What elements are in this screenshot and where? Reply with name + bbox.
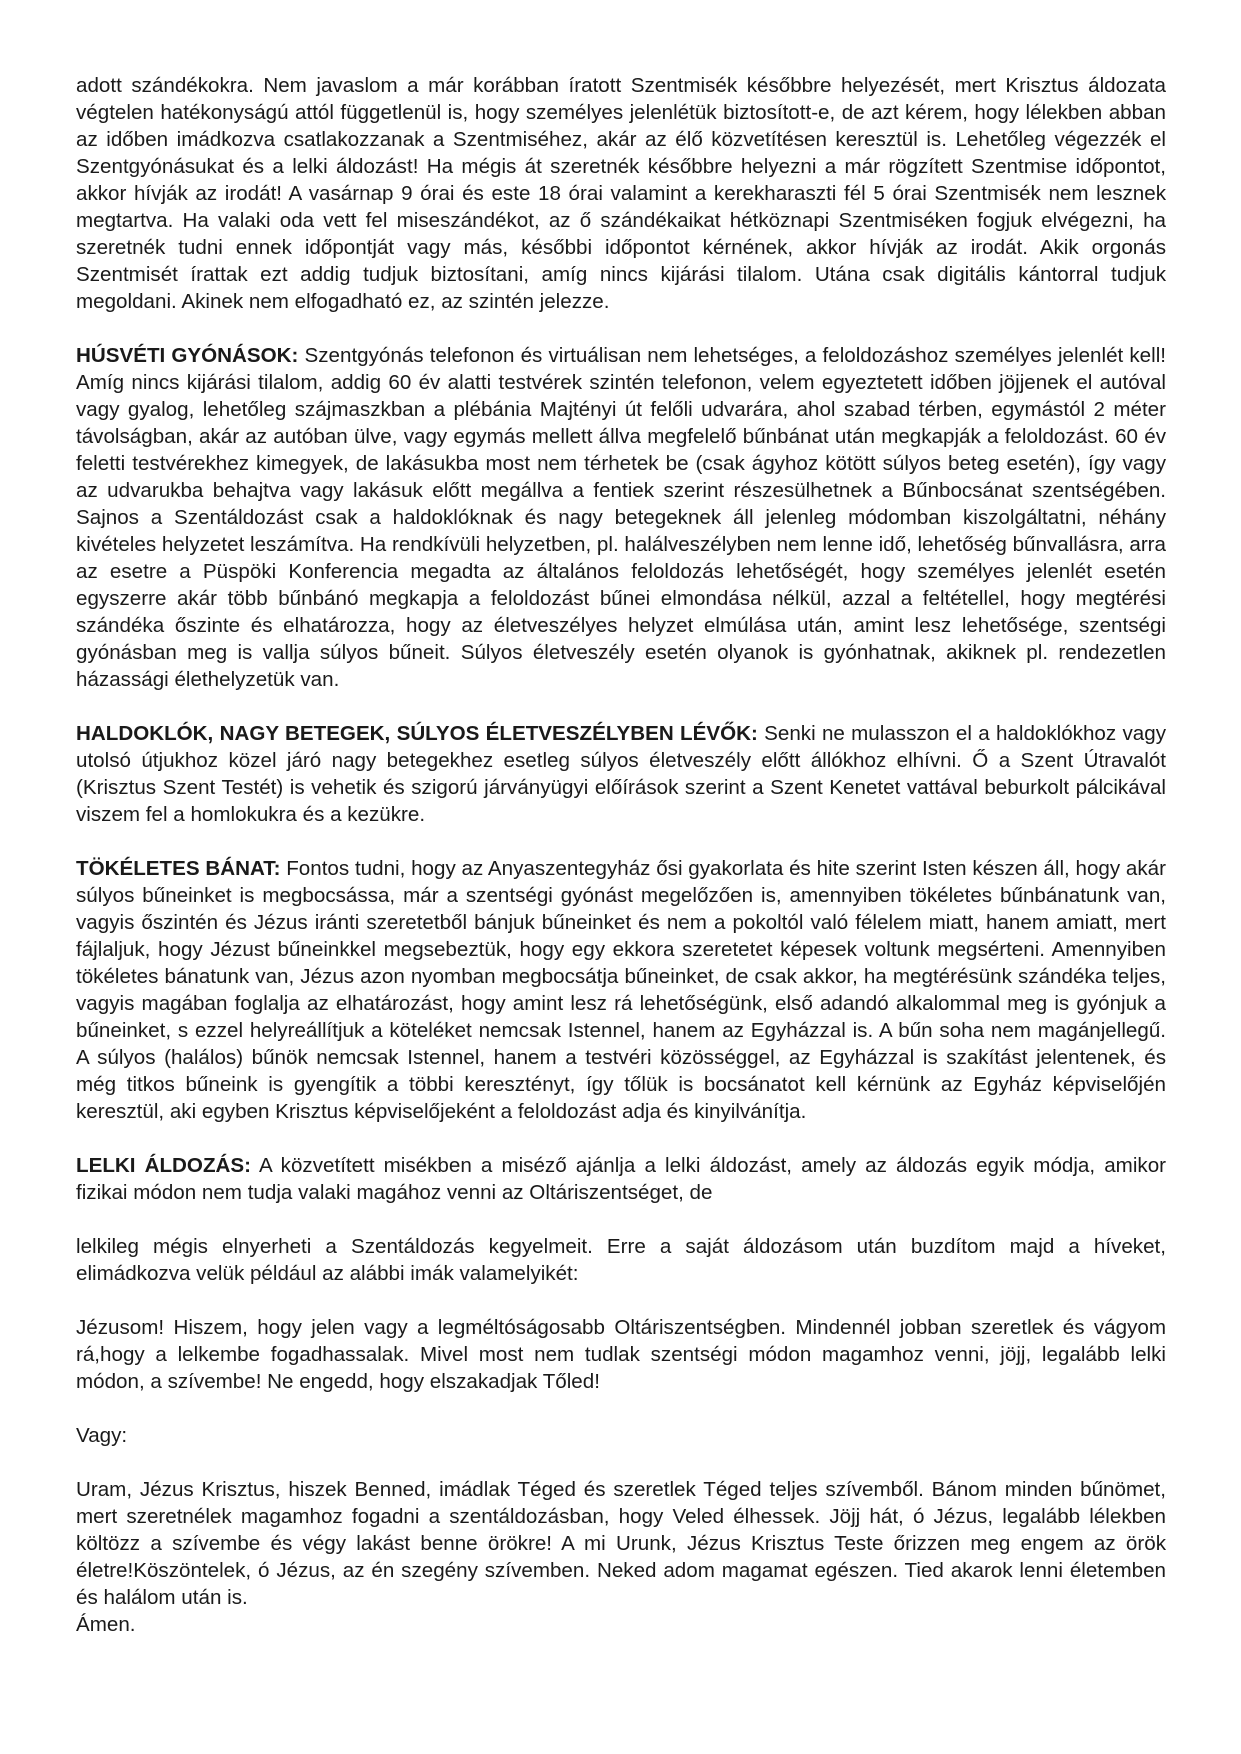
document-page (76, 72, 1166, 1638)
dying-heading: HALDOKLÓK, NAGY BETEGEK, SÚLYOS ÉLETVESZÉLYBEN LÉVŐK: (76, 722, 758, 745)
perfect-contrition-heading: TÖKÉLETES BÁNAT: (76, 857, 281, 880)
paragraph-gap (76, 1287, 1166, 1314)
easter-confessions-paragraph (76, 342, 1166, 693)
prayer-two: Uram, Jézus Krisztus, hiszek Benned, imádlak Téged és szeretlek Téged teljes szívemből. Bánom minden bűnömet, mert szeretnélek magamhoz fogadni a szentáldozásban, hogy Veled élhessek. Jöjj hát, ó Jézus, legalább lélekben költözz a szívembe és végy lakást benne örökre! A mi Urunk, Jézus Krisztus Teste őrizzen meg engem az örök életre!Köszöntelek, ó Jézus, az én szegény szívemben. Neked adom magamat egészen. Tied akarok lenni életemben és halálom után is. (76, 1478, 1166, 1609)
spiritual-communion-paragraph (76, 1152, 1166, 1206)
perfect-contrition-paragraph (76, 855, 1166, 1125)
prayer-one: Jézusom! Hiszem, hogy jelen vagy a legméltóságosabb Oltáriszentségben. Mindennél jobban szeretlek és vágyom rá,hogy a lelkembe fogadhassalak. Mivel most nem tudlak szentségi módon magamhoz venni, jöjj, legalább lelki módon, a szívembe! Ne engedd, hogy elszakadjak Tőled! (76, 1316, 1166, 1393)
or-label: Vagy: (76, 1424, 128, 1447)
amen-line: Ámen. (76, 1613, 136, 1636)
paragraph-gap (76, 1206, 1166, 1233)
perfect-contrition-text: Fontos tudni, hogy az Anyaszentegyház ősi gyakorlata és hite szerint Isten készen áll, hogy akár súlyos bűneinket is megbocsássa, már a szentségi gyónást megelőzően is, amennyiben tökéletes bűnbánatunk van, vagyis őszintén és Jézus iránti szeretetből bánjuk bűneinket és nem a pokoltól való félelem miatt, hanem amiatt, mert fájlaljuk, hogy Jézust bűneinkkel megsebeztük, hogy egy ekkora szeretetet képesek voltunk megsérteni. Amennyiben tökéletes bánatunk van, Jézus azon nyomban megbocsátja bűneinket, de csak akkor, ha megtérésünk szándéka teljes, vagyis magában foglalja az elhatározást, hogy amint lesz rá lehetőségünk, első adandó alkalommal meg is gyónjuk a bűneinket, s ezzel helyreállítjuk a köteléket nemcsak Istennel, hanem az Egyházzal is. A bűn soha nem magánjellegű. A súlyos (halálos) bűnök nemcsak Istennel, hanem a testvéri közösséggel, az Egyházzal is szakítást jelentenek, és még titkos bűneink is gyengítik a többi keresztényt, így tőlük is bocsánatot kell kérnünk az Egyház képviselőjén keresztül, aki egyben Krisztus képviselőjeként a feloldozást adja és kinyilvánítja. (76, 857, 1166, 1123)
spiritual-communion-heading: LELKI ÁLDOZÁS: (76, 1154, 251, 1177)
easter-confessions-text: Szentgyónás telefonon és virtuálisan nem lehetséges, a feloldozáshoz személyes jelenlét kell! Amíg nincs kijárási tilalom, addig 60 év alatti testvérek szintén telefonon, velem egyeztetett időben jöjjenek el autóval vagy gyalog, lehetőleg szájmaszkban a plébánia Majtényi út felőli udvarára, ahol szabad térben, egymástól 2 méter távolságban, akár az autóban ülve, vagy egymás mellett állva megfelelő bűnbánat után megkapják a feloldozást. 60 év feletti testvérekhez kimegyek, de lakásukba most nem térhetek be (csak ágyhoz kötött súlyos beteg esetén), így vagy az udvarukba behajtva vagy lakásuk előtt megállva a fentiek szerint részesülhetnek a Bűnbocsánat szentségében. Sajnos a Szentáldozást csak a haldoklóknak és nagy betegeknek áll jelenleg módomban kiszolgáltatni, néhány kivételes helyzetet leszámítva. Ha rendkívüli helyzetben, pl. halálveszélyben nem lenne idő, lehetőség bűnvallásra, arra az esetre a Püspöki Konferencia megadta az általános feloldozás lehetőségét, hogy személyes jelenlét esetén egyszerre akár több bűnbánó megkapja a feloldozást bűnei elmondása nélkül, azzal a feltétellel, hogy megtérési szándéka őszinte és elhatározza, hogy az életveszélyes helyzet elmúlása után, amint lesz lehetősége, szentségi gyónásban meg is vallja súlyos bűneit. Súlyos életveszély esetén olyanok is gyónhatnak, akiknek pl. rendezetlen házassági élethelyzetük van. (76, 344, 1166, 691)
paragraph-gap (76, 1395, 1166, 1422)
paragraph-gap (76, 315, 1166, 342)
paragraph-gap (76, 1449, 1166, 1476)
paragraph-gap (76, 1125, 1166, 1152)
paragraph-gap (76, 693, 1166, 720)
dying-paragraph (76, 720, 1166, 828)
dying-text: Senki ne mulasszon el a haldoklókhoz vagy utolsó útjukhoz közel járó nagy betegekhez esetleg súlyos életveszély előtt állókhoz elhívni. Ő a Szent Útravalót (Krisztus Szent Testét) is vehetik és szigorú járványügyi előírások szerint a Szent Kenetet vattával beburkolt pálcikával viszem fel a homlokukra és a kezükre. (76, 722, 1166, 826)
easter-confessions-heading: HÚSVÉTI GYÓNÁSOK: (76, 344, 299, 367)
intro-paragraph: adott szándékokra. Nem javaslom a már korábban íratott Szentmisék későbbre helyezését, mert Krisztus áldozata végtelen hatékonyságú attól függetlenül is, hogy személyes jelenlétük biztosított-e, de azt kérem, hogy lélekben abban az időben imádkozva csatlakozzanak a Szentmiséhez, akár az élő közvetítésen keresztül is. Lehetőleg végezzék el Szentgyónásukat és a lelki áldozást! Ha mégis át szeretnék későbbre helyezni a már rögzített Szentmise időpontot, akkor hívják az irodát! A vasárnap 9 órai és este 18 órai valamint a kerekharaszti fél 5 órai Szentmisék nem lesznek megtartva. Ha valaki oda vett fel miseszándékot, az ő szándékaikat hétköznapi Szentmiséken fogjuk elvégezni, ha szeretnék tudni ennek időpontját vagy más, későbbi időpontot kérnének, akkor hívják az irodát. Akik orgonás Szentmisét írattak ezt addig tudjuk biztosítani, amíg nincs kijárási tilalom. Utána csak digitális kántorral tudjuk megoldani. Akinek nem elfogadható ez, az szintén jelezze. (76, 74, 1166, 313)
paragraph-gap (76, 828, 1166, 855)
spiritual-communion-text: A közvetített misékben a miséző ajánlja a lelki áldozást, amely az áldozás egyik módja, amikor fizikai módon nem tudja valaki magához venni az Oltáriszentséget, de (76, 1154, 1167, 1204)
spiritual-communion-continuation: lelkileg mégis elnyerheti a Szentáldozás kegyelmeit. Erre a saját áldozásom után buzdítom majd a híveket, elimádkozva velük például az alábbi imák valamelyikét: (76, 1235, 1166, 1285)
